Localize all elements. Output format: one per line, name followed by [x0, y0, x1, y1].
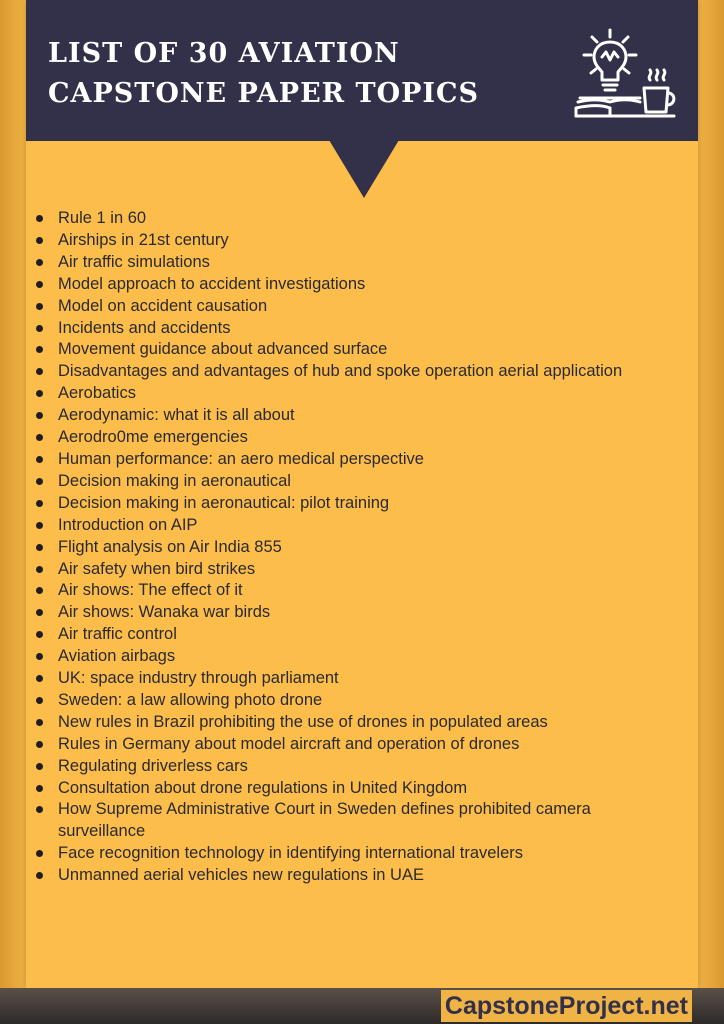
page-title [48, 34, 548, 114]
topic-item: Rule 1 in 60 [58, 208, 658, 230]
topic-item: Movement guidance about advanced surface [58, 339, 658, 361]
topic-item: Air traffic simulations [58, 252, 658, 274]
topic-item: Unmanned aerial vehicles new regulations in UAE [58, 865, 658, 887]
topic-item: Air shows: Wanaka war birds [58, 602, 658, 624]
topic-item: Consultation about drone regulations in United Kingdom [58, 778, 658, 800]
topic-item: UK: space industry through parliament [58, 668, 658, 690]
topic-item: Air safety when bird strikes [58, 559, 658, 581]
topic-item: Rules in Germany about model aircraft and operation of drones [58, 734, 658, 756]
topic-item: Model approach to accident investigations [58, 274, 658, 296]
topic-item: Air shows: The effect of it [58, 580, 658, 602]
topic-list [36, 208, 658, 887]
topic-item: Decision making in aeronautical: pilot training [58, 493, 658, 515]
topic-item: Aerodro0me emergencies [58, 427, 658, 449]
topic-item: How Supreme Administrative Court in Sweden defines prohibited camera surveillance [58, 799, 658, 843]
topic-item: Sweden: a law allowing photo drone [58, 690, 658, 712]
title-line-1: LIST OF 30 AVIATION [48, 38, 400, 69]
topic-item: Disadvantages and advantages of hub and spoke operation aerial application [58, 361, 658, 383]
lightbulb-book-coffee-icon [570, 28, 682, 120]
topic-item: Air traffic control [58, 624, 658, 646]
topic-item: Introduction on AIP [58, 515, 658, 537]
topic-item: Incidents and accidents [58, 318, 658, 340]
topic-item: Face recognition technology in identifying international travelers [58, 843, 658, 865]
topic-item: New rules in Brazil prohibiting the use of drones in populated areas [58, 712, 658, 734]
header-banner [26, 0, 698, 141]
topic-item: Aerodynamic: what it is all about [58, 405, 658, 427]
topic-item: Airships in 21st century [58, 230, 658, 252]
brand-link[interactable]: CapstoneProject.net [441, 990, 692, 1022]
topic-item: Aerobatics [58, 383, 658, 405]
header-pointer [329, 140, 399, 198]
left-edge-shade [0, 0, 26, 1024]
topic-item: Flight analysis on Air India 855 [58, 537, 658, 559]
topic-item: Aviation airbags [58, 646, 658, 668]
topic-item: Decision making in aeronautical [58, 471, 658, 493]
title-line-2: CAPSTONE PAPER TOPICS [48, 78, 480, 109]
topic-item: Human performance: an aero medical perspective [58, 449, 658, 471]
right-edge-shade [698, 0, 724, 1024]
topic-item: Model on accident causation [58, 296, 658, 318]
topic-item: Regulating driverless cars [58, 756, 658, 778]
